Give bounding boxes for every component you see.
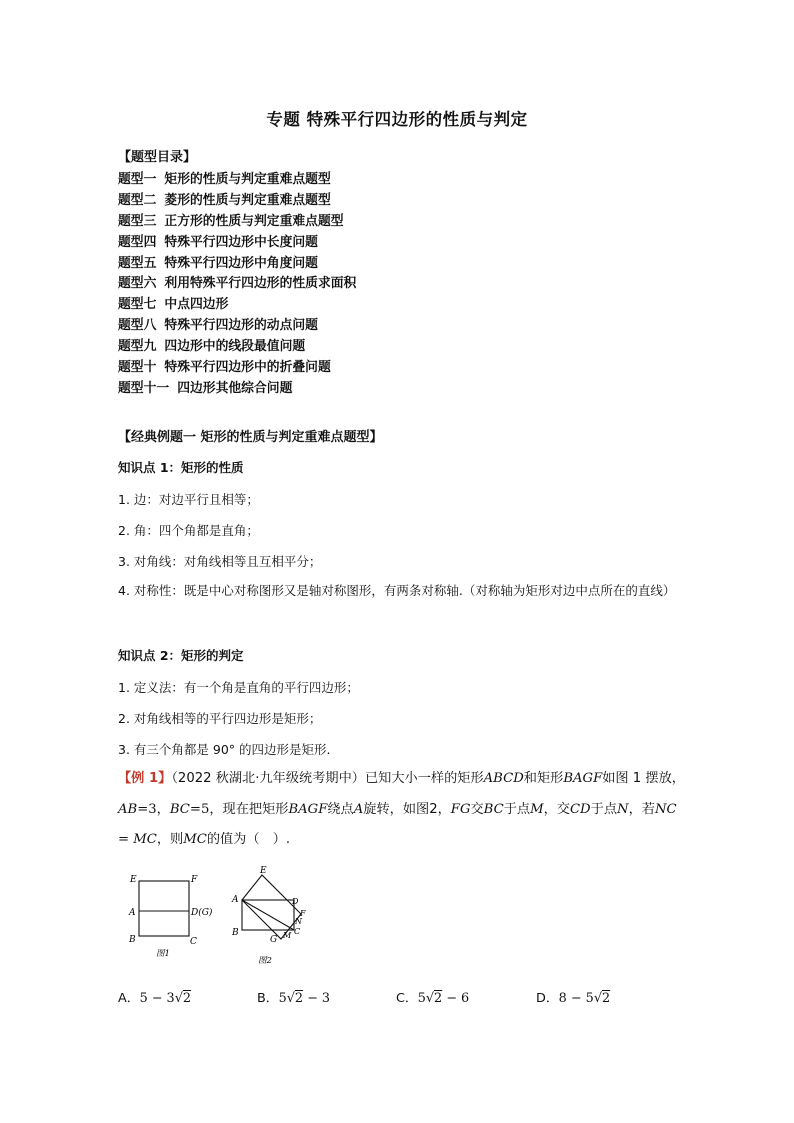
toc-item-label: 题型一 — [118, 172, 157, 187]
math-symbol: BAGF — [563, 771, 603, 786]
figure-2 — [228, 862, 328, 968]
option-d[interactable] — [536, 987, 610, 1006]
fig2-label-g: G — [270, 935, 278, 945]
question-tag: 【例 1】 — [118, 771, 172, 786]
toc-item — [118, 233, 356, 254]
fig1-label-f: F — [191, 875, 198, 885]
toc-item-label: 题型七 — [118, 297, 157, 313]
math-symbol: AB — [118, 801, 138, 817]
toc-item-text: 矩形的性质与判定重难点题型 — [164, 172, 331, 187]
fig1-rect-outline — [139, 881, 189, 936]
option-radicand: 2 — [294, 991, 304, 1006]
math-symbol: BAGF — [288, 801, 328, 817]
toc-item-label: 题型六 — [118, 276, 157, 292]
question-text: ，交 — [543, 801, 570, 817]
math-symbol: N — [617, 801, 629, 817]
fig1-label-e: E — [130, 875, 137, 885]
fig1-caption: 图1 — [156, 949, 170, 959]
fig2-label-f: F — [300, 909, 306, 918]
knowledge-point-title: 知识点 2：矩形的判定 — [118, 648, 244, 663]
toc-heading: 【题型目录】 — [118, 150, 197, 165]
toc-item-label: 题型四 — [118, 234, 157, 250]
option-value: − 3 — [303, 991, 331, 1006]
fig1-label-c: C — [190, 937, 197, 947]
toc-item-text: 菱形的性质与判定重难点题型 — [164, 192, 331, 208]
knowledge-item: 1. 边：对边平行且相等； — [118, 492, 259, 507]
toc-item — [118, 295, 356, 316]
option-label: D． — [536, 991, 559, 1006]
toc-item-label: 题型九 — [118, 339, 157, 355]
toc-item — [118, 316, 356, 337]
option-a[interactable] — [118, 987, 191, 1006]
toc-item-text: 中点四边形 — [164, 297, 229, 313]
toc-item-text: 四边形其他综合问题 — [177, 380, 293, 396]
sqrt-symbol: √ — [425, 991, 435, 1006]
toc-item — [118, 254, 356, 275]
toc-item — [118, 358, 356, 379]
toc-item-text: 特殊平行四边形的动点问题 — [164, 318, 318, 334]
math-symbol: BC — [483, 801, 504, 817]
math-value: =3， — [137, 801, 170, 817]
option-label: A． — [118, 991, 140, 1006]
fig1-label-a: A — [129, 908, 136, 918]
toc-item — [118, 337, 356, 358]
option-label: C． — [396, 991, 418, 1006]
knowledge-item: 2. 对角线相等的平行四边形是矩形； — [118, 711, 322, 726]
math-value: =5 — [189, 801, 210, 817]
math-symbol: ABCD — [483, 771, 524, 786]
question-text: ，现在把矩形 — [209, 801, 289, 817]
toc-item — [118, 191, 356, 212]
question-text: 绕点 — [327, 801, 354, 817]
knowledge-item: 4. 对称性：既是中心对称图形又是轴对称图形，有两条对称轴.（对称轴为矩形对边中点所在的直线） — [118, 583, 676, 598]
toc-item-label: 题型二 — [118, 192, 157, 208]
toc-item — [118, 170, 356, 191]
math-symbol: MC — [133, 832, 157, 847]
question-text: 和矩形 — [523, 771, 564, 786]
toc-item-label: 题型十 — [118, 360, 157, 376]
fig2-label-e: E — [260, 866, 267, 876]
toc-item — [118, 212, 356, 233]
option-radicand: 2 — [601, 991, 611, 1006]
question-source: （2022 秋湖北·九年级统考期中） — [171, 771, 365, 786]
question-text: 如图 1 摆放， — [602, 771, 685, 786]
math-symbol: FG — [450, 801, 471, 817]
math-symbol: NC — [654, 801, 677, 817]
sqrt-symbol: √ — [593, 991, 602, 1006]
math-value: = — [118, 832, 134, 847]
fig2-label-d: D — [292, 897, 299, 906]
toc-item-label: 题型十一 — [118, 380, 170, 396]
knowledge-point-title: 知识点 1：矩形的性质 — [118, 460, 244, 475]
toc-item-text: 特殊平行四边形中的折叠问题 — [164, 360, 331, 376]
toc-list — [118, 170, 356, 400]
question-text: 于点 — [590, 801, 618, 817]
option-value: 8 − 5 — [558, 991, 594, 1006]
fig1-label-b: B — [129, 935, 136, 945]
option-c[interactable] — [396, 987, 469, 1006]
fig1-label-d: D(G) — [191, 908, 213, 918]
example-heading: 【经典例题一 矩形的性质与判定重难点题型】 — [118, 430, 383, 445]
option-radicand: 2 — [434, 991, 443, 1006]
fig2-label-m: M — [283, 931, 292, 940]
toc-item-label: 题型八 — [118, 318, 157, 334]
math-symbol: MC — [183, 832, 207, 847]
fig2-label-b: B — [232, 928, 239, 938]
fig2-label-n: N — [295, 917, 302, 926]
toc-item-text: 特殊平行四边形中长度问题 — [164, 234, 318, 250]
knowledge-item: 3. 有三个角都是 90° 的四边形是矩形. — [118, 742, 331, 757]
question-text: ，则 — [156, 832, 184, 847]
math-symbol: CD — [569, 801, 591, 817]
sqrt-symbol: √ — [286, 991, 295, 1006]
question-text: 的值为（ ）. — [206, 832, 291, 847]
toc-item-label: 题型五 — [118, 255, 157, 271]
figure-1 — [124, 868, 234, 964]
option-value: 5 — [278, 991, 287, 1006]
math-symbol: BC — [169, 801, 190, 817]
math-symbol: A — [353, 801, 364, 817]
toc-item-label: 题型三 — [118, 213, 157, 229]
question-text: 旋转，如图2， — [363, 801, 451, 817]
option-b[interactable] — [257, 987, 330, 1006]
knowledge-item: 3. 对角线：对角线相等且互相平分； — [118, 554, 322, 569]
knowledge-item: 1. 定义法：有一个角是直角的平行四边形； — [118, 680, 359, 695]
example-question — [118, 764, 688, 856]
option-label: B． — [257, 991, 279, 1006]
sqrt-symbol: √ — [174, 991, 183, 1006]
option-value: 5 − 3 — [139, 991, 175, 1006]
math-symbol: M — [530, 801, 544, 817]
toc-item-text: 正方形的性质与判定重难点题型 — [164, 213, 344, 229]
option-value: 5 — [417, 991, 426, 1006]
knowledge-item: 2. 角：四个角都是直角； — [118, 523, 259, 538]
toc-item — [118, 379, 356, 400]
fig2-label-a: A — [232, 895, 239, 905]
toc-item-text: 利用特殊平行四边形的性质求面积 — [164, 276, 357, 292]
question-text: ，若 — [628, 801, 655, 817]
toc-item-text: 四边形中的线段最值问题 — [164, 339, 306, 355]
toc-item-text: 特殊平行四边形中角度问题 — [164, 255, 318, 271]
toc-item — [118, 274, 356, 295]
question-text: 于点 — [503, 801, 531, 817]
question-text: 交 — [470, 801, 484, 817]
fig2-caption: 图2 — [258, 956, 272, 966]
question-text: 已知大小一样的矩形 — [364, 771, 484, 786]
fig2-label-c: C — [294, 927, 301, 936]
option-radicand: 2 — [182, 991, 192, 1006]
page-title: 专题 特殊平行四边形的性质与判定 — [266, 110, 528, 129]
option-value: − 6 — [442, 991, 470, 1006]
